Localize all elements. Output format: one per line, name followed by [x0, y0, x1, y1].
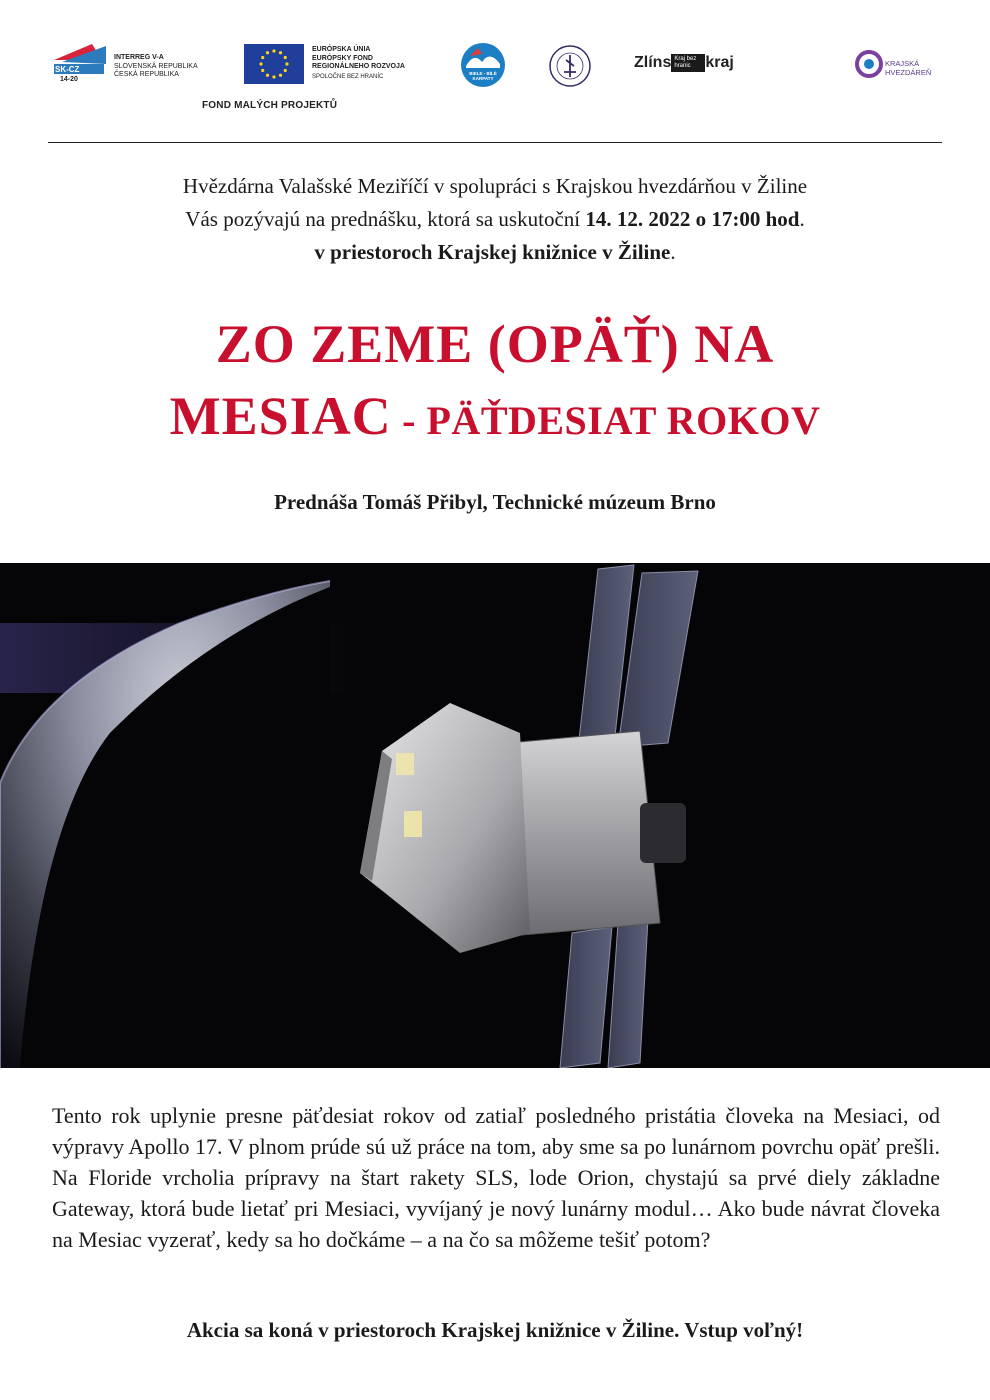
intro-block — [0, 170, 990, 269]
zlinsky-box: Kraj bez hranic — [671, 54, 705, 72]
footer-note: Akcia sa koná v priestoroch Krajskej knižnice v Žiline. Vstup voľný! — [186, 1318, 804, 1342]
eu-star-icon — [284, 56, 287, 59]
title-line2 — [0, 380, 990, 457]
biele-karpaty-logo — [460, 42, 506, 88]
krajska-line2: HVEZDÁREŇ — [885, 68, 932, 77]
interreg-logo — [52, 42, 222, 90]
interreg-line2: ČESKÁ REPUBLIKA — [114, 71, 179, 78]
venue: v priestoroch Krajskej knižnice v Žiline — [314, 240, 671, 264]
eu-star-icon — [266, 51, 269, 54]
eu-star-icon — [261, 56, 264, 59]
title-line1: ZO ZEME (OPÄŤ) NA — [215, 314, 775, 374]
header-divider — [48, 142, 942, 143]
eu-sub: SPOLOČNE BEZ HRANÍC — [312, 74, 384, 80]
orion-spacecraft-illustration — [0, 563, 990, 1068]
eu-star-icon — [261, 69, 264, 72]
eu-star-icon — [266, 74, 269, 77]
zlinsky-kraj-logo — [634, 54, 754, 72]
intro-line2-suffix: . — [799, 207, 805, 231]
logos-bar — [52, 40, 952, 115]
biele-karpaty-label: BIELE - BÍLÉ KARPATY — [469, 71, 497, 81]
interreg-name: INTERREG V-A — [114, 54, 164, 61]
fund-label: FOND MALÝCH PROJEKTŮ — [202, 100, 338, 111]
orion-moon-photo — [0, 563, 990, 1068]
eu-star-icon — [272, 75, 275, 78]
krajska-hvezdaren-icon — [855, 50, 883, 78]
interreg-line1: SLOVENSKÁ REPUBLIKA — [114, 62, 198, 70]
intro-line1: Hvězdárna Valašské Meziříčí v spolupráci s Krajskou hvezdárňou v Žiline — [182, 174, 808, 198]
lecture-title — [0, 308, 990, 457]
eu-star-icon — [272, 49, 275, 52]
description — [52, 1100, 940, 1255]
interreg-years: 14-20 — [60, 76, 78, 83]
title-line2-rest: - PÄŤDESIAT ROKOV — [391, 398, 821, 443]
krajska-line1: KRAJSKÁ — [885, 59, 920, 68]
interreg-badge: SK-CZ — [55, 65, 80, 74]
eu-star-icon — [284, 69, 287, 72]
eu-star-icon — [285, 62, 288, 65]
hvezdarna-seal-logo — [548, 44, 592, 88]
eu-line3: REGIONÁLNEHO ROZVOJA — [312, 63, 405, 70]
speaker-line: Prednáša Tomáš Přibyl, Technické múzeum Brno — [274, 490, 716, 514]
eu-line2: EURÓPSKY FOND — [312, 54, 373, 62]
krajska-hvezdaren-logo — [855, 48, 955, 84]
biele-karpaty-icon — [460, 42, 506, 88]
zlinsky-suffix: kraj — [705, 54, 734, 72]
hvezdarna-seal-icon — [548, 44, 592, 88]
eu-logo — [244, 44, 434, 88]
intro-line3 — [0, 236, 990, 269]
intro-line2-prefix: Vás pozývajú na prednášku, ktorá sa uskutoční — [185, 207, 586, 231]
intro-line2 — [0, 203, 990, 236]
title-line2-main: MESIAC — [169, 386, 392, 446]
eu-star-icon — [279, 74, 282, 77]
intro-line3-suffix: . — [670, 240, 676, 264]
description-text: Tento rok uplynie presne päťdesiat rokov od zatiaľ posledného pristátia človeka na Mesiaci, od výpravy Apollo 17. V plnom prúde sú už práce na tom, aby sme sa po lunárnom povrchu opäť prešli. Na Floride vrcholia prípravy na štart rakety SLS, lode Orion, chystajú sa prvé diely základne Gateway, ktorá bude lietať pri Mesiaci, vyvíjaný je nový lunárny modul… Ako bude návrat človeka na Mesiac vyzerať, kedy sa ho dočkáme – a na čo sa môžeme tešiť potom? — [52, 1103, 940, 1252]
eu-line1: EURÓPSKA ÚNIA — [312, 46, 371, 53]
eu-flag-icon — [244, 44, 304, 84]
eu-star-icon — [279, 51, 282, 54]
eu-star-icon — [259, 62, 262, 65]
zlinsky-prefix: Zlíns — [634, 54, 672, 72]
event-date: 14. 12. 2022 o 17:00 hod — [585, 207, 800, 231]
